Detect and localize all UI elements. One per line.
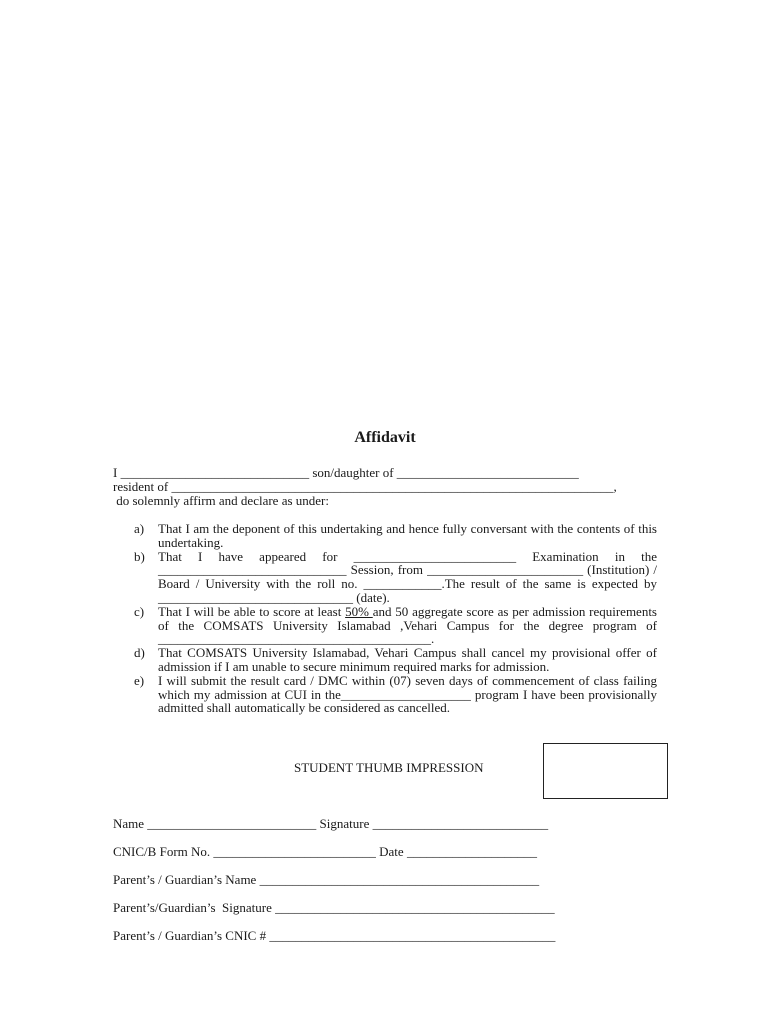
list-item (134, 550, 657, 605)
item-text: That I have appeared for _________________________ Examination in the _____________________________ Session, from ________________________ (Institution) / Board / University with the roll no. ____________.The result of the same is expected by ______________________________ (date). (158, 548, 657, 605)
item-label: c) (134, 603, 145, 619)
item-text-pre: That I will be able to score at least (158, 603, 346, 619)
item-label: e) (134, 672, 145, 688)
guardian-cnic-line: Parent’s / Guardian’s CNIC # ____________________________________________ (113, 928, 556, 943)
guardian-name-line: Parent’s / Guardian’s Name ___________________________________________ (113, 872, 540, 887)
item-text-post: and 50 aggregate score as per admission requirements of the COMSATS University Islamabad ,Vehari Campus for the degree program of __________________________________________. (158, 603, 657, 647)
item-text: That COMSATS University Islamabad, Vehari Campus shall cancel my provisional offer of admission if I am unable to secure minimum required marks for admission. (158, 645, 657, 674)
cnic-date-line: CNIC/B Form No. _________________________ Date ____________________ (113, 844, 537, 859)
intro-line-name: I _____________________________ son/daughter of ____________________________ (113, 465, 579, 480)
list-item (134, 522, 657, 550)
item-label: d) (134, 645, 145, 661)
item-text: I will submit the result card / DMC within (07) seven days of commencement of class failing which my admission at CUI in the____________________ program I have been provisionally admitted shall automatically be considered as cancelled. (158, 672, 657, 716)
list-item (134, 646, 657, 674)
guardian-signature-line: Parent’s/Guardian’s Signature ___________________________________________ (113, 900, 555, 915)
list-item (134, 605, 657, 646)
item-label: a) (134, 521, 145, 536)
declaration-list (134, 522, 657, 715)
name-signature-line: Name __________________________ Signature ___________________________ (113, 816, 549, 831)
document-title: Affidavit (354, 429, 416, 446)
thumb-impression-label: STUDENT THUMB IMPRESSION (294, 760, 484, 775)
item-text: That I am the deponent of this undertaking and hence fully conversant with the contents of this undertaking. (158, 521, 657, 550)
intro-line-residence: resident of ____________________________________________________________________, (113, 479, 617, 494)
score-value: 50% (345, 603, 373, 619)
thumb-impression-box (543, 743, 668, 799)
intro-line-declaration: do solemnly affirm and declare as under: (113, 493, 329, 508)
list-item (134, 674, 657, 715)
item-label: b) (134, 548, 145, 564)
